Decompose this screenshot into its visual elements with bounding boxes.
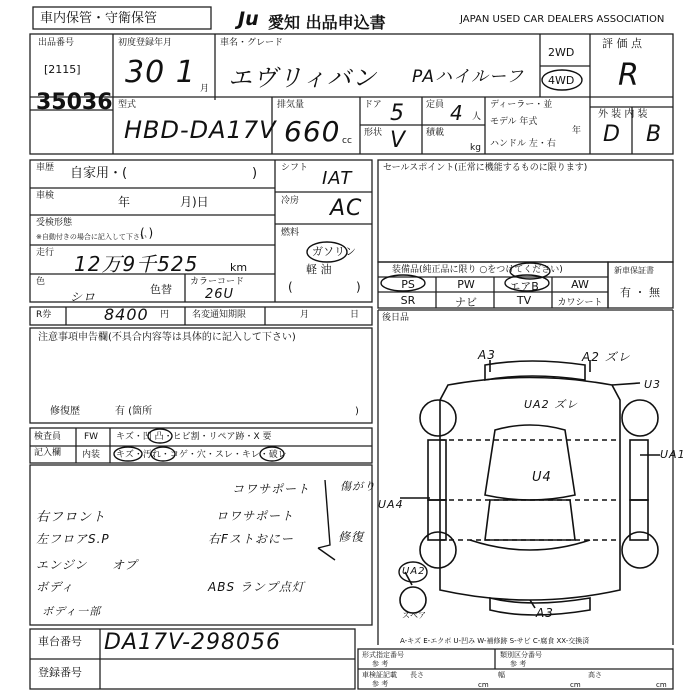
equip-pw: PW	[457, 278, 475, 291]
doors-value: 5	[390, 101, 405, 126]
warranty-value: 有 ・ 無	[620, 286, 660, 299]
recycle-value: 8400	[104, 305, 149, 324]
recycle-label: R券	[36, 310, 52, 320]
displacement-unit: cc	[342, 136, 352, 146]
drive-2wd: 2WD	[548, 46, 575, 59]
history-label: 車歴	[36, 163, 55, 173]
ext-int-label: 外 装 内 装	[598, 109, 648, 120]
fuel-value: ガソリン	[312, 245, 356, 258]
equip-tv: TV	[516, 294, 532, 307]
lot-number: 35036	[36, 90, 113, 115]
registration-month: 月	[200, 84, 210, 94]
length-unit: cm	[478, 681, 489, 689]
evaluation-label: 評 価 点	[602, 37, 642, 50]
class-no-ref: 参 考	[510, 660, 527, 668]
recycle-unit: 円	[160, 310, 170, 320]
hw-note-5: ABS ランプ点灯	[208, 580, 305, 594]
model-label: 型式	[118, 100, 137, 110]
shape-label: 形状	[364, 128, 383, 138]
sales-point-label: セールスポイント(正常に機能するものに限ります)	[383, 163, 588, 173]
repair-value: 有 (箇所	[115, 406, 153, 417]
ju-logo: Ju	[238, 8, 259, 30]
inspection-label: 車検	[36, 191, 55, 201]
fuel-paren-left: (	[288, 280, 293, 294]
mileage-label: 走行	[36, 248, 55, 258]
transfer-note: ※自動付きの場合に記入して下さい	[36, 233, 147, 241]
fuel-label: 燃料	[281, 228, 300, 238]
capacity-label: 定員	[426, 100, 445, 110]
repair-close: )	[355, 406, 359, 417]
inspector-label2: 記入欄	[34, 448, 62, 458]
hw-note-10: 左フロアS.P	[36, 532, 110, 546]
mileage-value: 12万9千525	[74, 252, 199, 276]
hw-note-11: エンジン	[36, 558, 88, 572]
name-change-day: 日	[350, 310, 360, 320]
registration-value: 30 1	[125, 55, 196, 90]
inspector-row1: キズ・凹 凸・ヒビ割・リペア跡・X 要	[116, 432, 272, 442]
width-label: 幅	[498, 671, 505, 679]
mark-ua2-center: UA2 ズレ	[524, 398, 579, 411]
model-value: HBD-DA17V	[124, 116, 277, 144]
equip-airbag: エアB	[509, 280, 539, 293]
equip-navi: ナビ	[455, 296, 477, 309]
mileage-unit: km	[230, 261, 248, 274]
repair-label: 修復歴	[50, 406, 80, 417]
shift-label: シフト	[281, 163, 309, 173]
history-close: )	[252, 166, 258, 181]
dealer-label: ディーラー・並	[490, 100, 553, 110]
color-code-label: カラーコード	[190, 277, 245, 287]
shift-value: IAT	[322, 168, 353, 189]
mark-ua2-bottom: UA2	[402, 566, 426, 577]
height-label: 高さ	[588, 671, 602, 679]
load-label: 積載	[426, 128, 445, 138]
equipment-label: 装備品(純正品に限り ○をつけてください)	[392, 265, 563, 275]
lot-code: [2115]	[44, 63, 81, 76]
length-label: 長さ	[410, 671, 424, 679]
equip-aw: AW	[571, 278, 589, 291]
mark-u4: U4	[532, 470, 552, 485]
inspector-interior: 内装	[82, 450, 101, 460]
color-swap-label: 色替	[150, 283, 172, 296]
hw-note-4: 右Fストおにー	[208, 532, 294, 546]
equip-ps: PS	[401, 278, 415, 291]
cert-ref: 参 考	[372, 680, 389, 688]
capacity-value: 4	[450, 101, 464, 125]
displacement-label: 排気量	[277, 100, 305, 110]
aircon-label: 冷房	[281, 196, 300, 206]
inspection-year: 年	[118, 195, 131, 209]
handle-label: ハンドル 左・右	[490, 139, 556, 149]
width-unit: cm	[570, 681, 581, 689]
cert-label: 車検証記載	[362, 671, 397, 679]
chassis-label: 車台番号	[38, 635, 82, 648]
doors-label: ドア	[364, 100, 382, 110]
fuel-options: 軽 油	[306, 263, 332, 276]
color-label: 色	[36, 277, 46, 287]
grade-value: PAハイルーフ	[412, 67, 525, 87]
mark-spare: スペア	[402, 611, 426, 620]
inspector-label: 検査員	[34, 432, 62, 442]
mark-a3-top: A3	[478, 348, 496, 362]
hw-note-side: 傷がり	[340, 480, 376, 493]
lot-label: 出品番号	[38, 38, 75, 48]
type-cert-ref: 参 考	[372, 660, 389, 668]
chassis-value: DA17V-298056	[104, 630, 282, 655]
inspector-fw: FW	[84, 432, 99, 442]
hw-note-side2: 修復	[338, 530, 365, 544]
displacement-value: 660	[284, 115, 341, 148]
history-value: 自家用・(	[70, 166, 128, 181]
exterior-grade: D	[603, 122, 621, 147]
evaluation-score: R	[618, 58, 640, 93]
fuel-paren-right: )	[356, 280, 361, 294]
hw-note-3: ロワサポート	[216, 509, 295, 523]
height-unit: cm	[656, 681, 667, 689]
association-name: JAPAN USED CAR DEALERS ASSOCIATION	[460, 14, 665, 25]
reg-no-label: 登録番号	[38, 666, 82, 679]
transfer-label: 受検形態	[36, 218, 73, 228]
mark-a2-top: A2 ズレ	[582, 350, 631, 364]
car-name-value: エヴリィバン	[228, 64, 378, 92]
mark-ua1: UA1	[660, 448, 686, 461]
model-year-label: モデル 年式	[490, 117, 538, 127]
name-change-label: 名変通知期限	[192, 310, 247, 320]
inspection-month: 月)日	[180, 195, 209, 209]
mark-a3-bottom: A3	[536, 606, 554, 620]
damage-legend: A-キズ E-エクボ U-凹み W-補修跡 S-サビ C-腐食 XX-交換済	[400, 637, 590, 645]
hw-note-9: オプ	[112, 558, 138, 572]
color-value: シロ	[70, 290, 97, 304]
car-name-label: 車名・グレード	[220, 38, 284, 48]
class-no-label: 類別区分番号	[500, 651, 542, 659]
drive-4wd: 4WD	[548, 74, 575, 87]
name-change-month: 月	[300, 310, 310, 320]
load-unit: kg	[470, 143, 481, 153]
form-title: 愛知 出品申込書	[268, 13, 386, 32]
equip-sr: SR	[400, 294, 416, 307]
mark-ua4: UA4	[378, 498, 404, 511]
registration-label: 初度登録年月	[118, 38, 173, 48]
shape-value: V	[390, 128, 407, 153]
hw-note-12: ボディ	[36, 580, 75, 594]
interior-grade: B	[646, 122, 663, 147]
mark-u3: U3	[644, 378, 662, 391]
inspector-row2: キズ・汚れ・コゲ・穴・スレ・キレ・破レ	[116, 450, 287, 460]
rear-label: 後日品	[382, 313, 410, 323]
color-code-value: 26U	[205, 287, 235, 302]
equip-leather: カワシート	[557, 298, 603, 308]
storage-label: 車内保管・守衛保管	[40, 11, 158, 26]
aircon-value: AC	[330, 196, 363, 221]
capacity-unit: 人	[472, 112, 482, 122]
hw-note-2: 右フロント	[36, 510, 107, 525]
type-cert-label: 形式指定番号	[362, 651, 404, 659]
hw-note-13: ボディ一部	[42, 605, 102, 618]
year-suffix: 年	[572, 126, 582, 136]
transfer-paren: ( )	[140, 226, 154, 240]
notes-label: 注意事項申告欄(不具合内容等は具体的に記入して下さい)	[38, 332, 296, 343]
hw-note-1: コワサポート	[232, 482, 311, 496]
warranty-label: 新車保証書	[614, 266, 654, 275]
